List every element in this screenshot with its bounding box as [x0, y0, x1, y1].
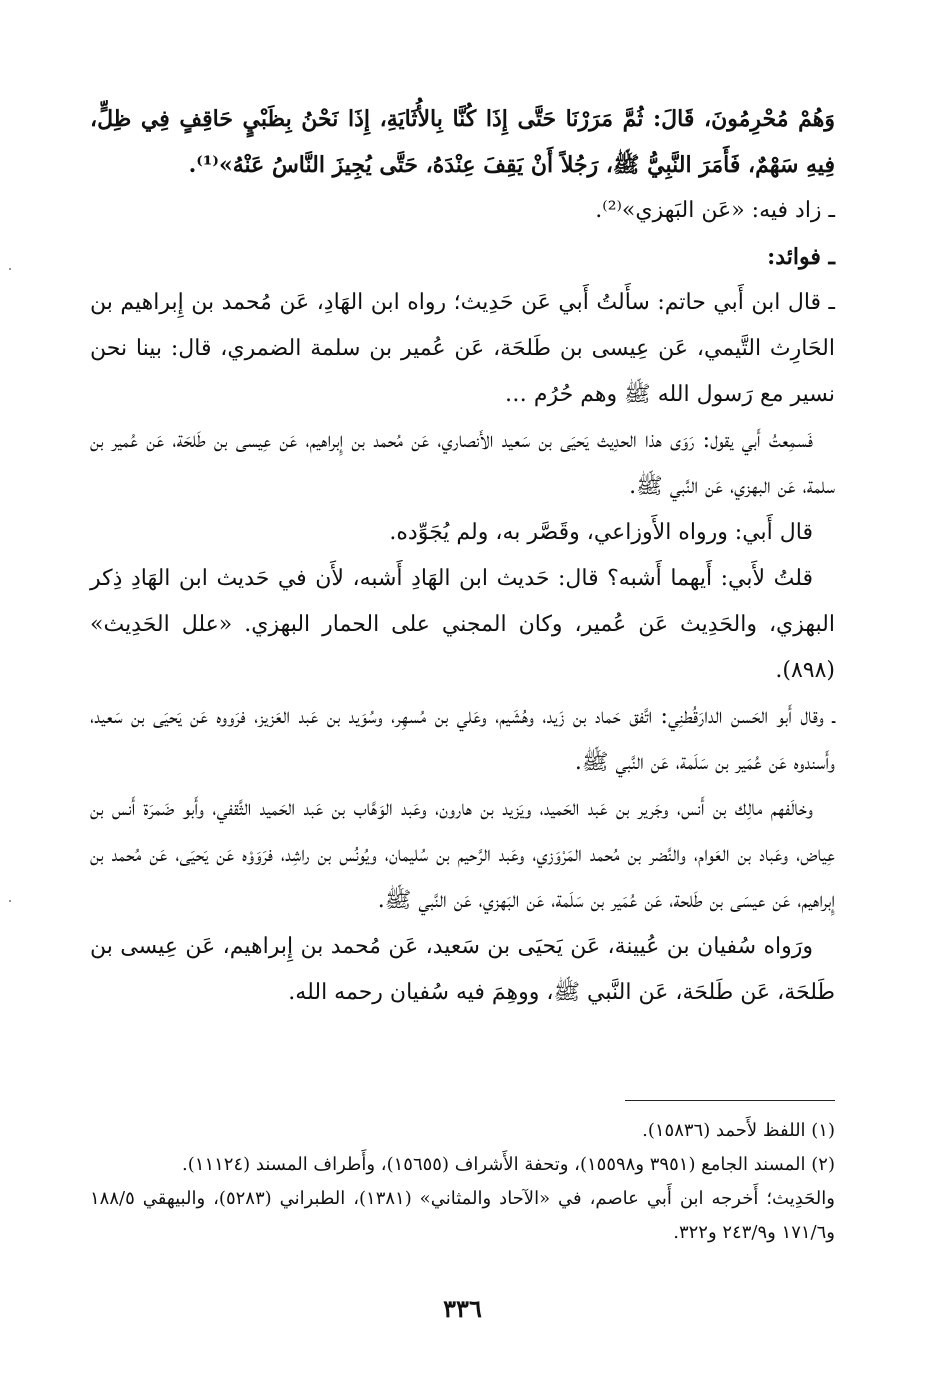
awzai-paragraph: قال أَبي: ورواه الأَوزاعي، وقَصَّر به، ولم يُجَوِّده.	[389, 520, 813, 545]
margin-speck	[9, 900, 11, 902]
page-number: ٣٣٦	[443, 1294, 482, 1323]
footnote-2: (٢) المسند الجامع (٣٩٥١ و١٥٥٩٨)، وتحفة الأَشراف (١٥٦٥٥)، وأَطراف المسند (١١١٢٤).	[182, 1154, 835, 1175]
footnote-2-continuation: والحَدِيث؛ أَخرجه ابن أَبي عاصم، في «الآحاد والمثاني» (١٣٨١)، الطبراني (٥٢٨٣)، والبيهقي ١٨٨/٥ و١٧١/٦ و٢٤٣/٩ و٣٢٢.	[90, 1188, 835, 1243]
hadith-text-continuation: وَهُمْ مُحْرِمُونَ، قَالَ: ثُمَّ مَرَرْنَا حَتَّى إِذَا كُنَّا بِالأُثَايَةِ، إِذَا نَحْنُ بِظَبْيٍ حَاقِفٍ فِي ظِلٍّ، فِيهِ سَهْمٌ، فَأَمَرَ النَّبِيُّ ﷺ، رَجُلاً أَنْ يَقِفَ عِنْدَهُ، حَتَّى يُجِيزَ النَّاسُ عَنْهُ»⁽¹⁾.	[90, 106, 835, 178]
benefits-heading: ـ فوائد:	[767, 244, 835, 270]
which-is-more-similar-paragraph: قلتُ لأَبي: أَيهما أَشبه؟ قال: حَديث ابن الهَادِ أَشبه، لأَن في حَديث ابن الهَادِ ذِكر البهزي، والحَدِيث عَن عُمير، وكان المجني على الحمار البهزي. «علل الحَدِيث» (٨٩٨).	[90, 566, 835, 683]
margin-speck	[9, 268, 11, 270]
daraqutni-paragraph: ـ وقال أَبو الحَسن الدارَقُطنِي: اتَّفق حَماد بن زَيد، وهُشَيم، وعَلي بن مُسهِر، وسُوَيد بن عَبد العَزيز، فرَووه عَن يَحيَى بن سَعيد، وأَسندوه عَن عُمَير بن سَلَمة، عَن النَّبي ﷺ.	[90, 704, 835, 775]
father-said-paragraph: فَسمِعتُ أَبي يقول: رَوَى هذا الحدِيث يَحيَى بن سَعيد الأَنصاري، عَن مُحمد بن إِبراهيم، عَن عِيسى بن طَلحَة، عَن عُمير بن سلمة، عَن البهزي، عَن النَّبي ﷺ.	[90, 428, 835, 499]
footnotes	[90, 1114, 835, 1250]
sufyan-paragraph: ورَواه سُفيان بن عُيينة، عَن يَحيَى بن سَعيد، عَن مُحمد بن إِبراهيم، عَن عِيسى بن طَلحَة، عَن طَلحَة، عَن النَّبي ﷺ، ووهِمَ فيه سُفيان رحمه الله.	[90, 934, 835, 1005]
footnote-1: (١) اللفظ لأَحمد (١٥٨٣٦).	[642, 1120, 835, 1141]
disagreement-paragraph: وخالَفهم مالِك بن أَنس، وجَرير بن عَبد الحَميد، ويَزيد بن هارون، وعَبد الوَهَّاب بن عَبد الحَميد الثَّقفي، وأَبو ضَمرَة أَنس بن عِياض، وعَباد بن العَوام، والنَّضر بن مُحمد المَرْوَزي، وعَبد الرَّحيم بن سُليمان، ويُونُس بن راشِد، فرَوَوْه عَن يَحيَى، عَن مُحمد بن إِبراهيم، عَن عيسَى بن طَلحة، عَن عُمَير بن سَلَمة، عَن البَهزي، عَن النَّبي ﷺ.	[90, 796, 835, 913]
addition-note: ـ زاد فيه: «عَن البَهزي»⁽²⁾.	[595, 198, 835, 223]
book-page	[90, 96, 835, 1346]
ibn-abi-hatim-paragraph: ـ قال ابن أَبي حاتم: سأَلتُ أَبي عَن حَدِيث؛ رواه ابن الهَادِ، عَن مُحمد بن إِبراهيم بن الحَارِث التَّيمي، عَن عِيسى بن طَلحَة، عَن عُمير بن سلمة الضمري، قال: بينا نحن نسير مع رَسول الله ﷺ وهم حُرُم …	[90, 290, 835, 407]
footnote-divider	[625, 1100, 835, 1101]
